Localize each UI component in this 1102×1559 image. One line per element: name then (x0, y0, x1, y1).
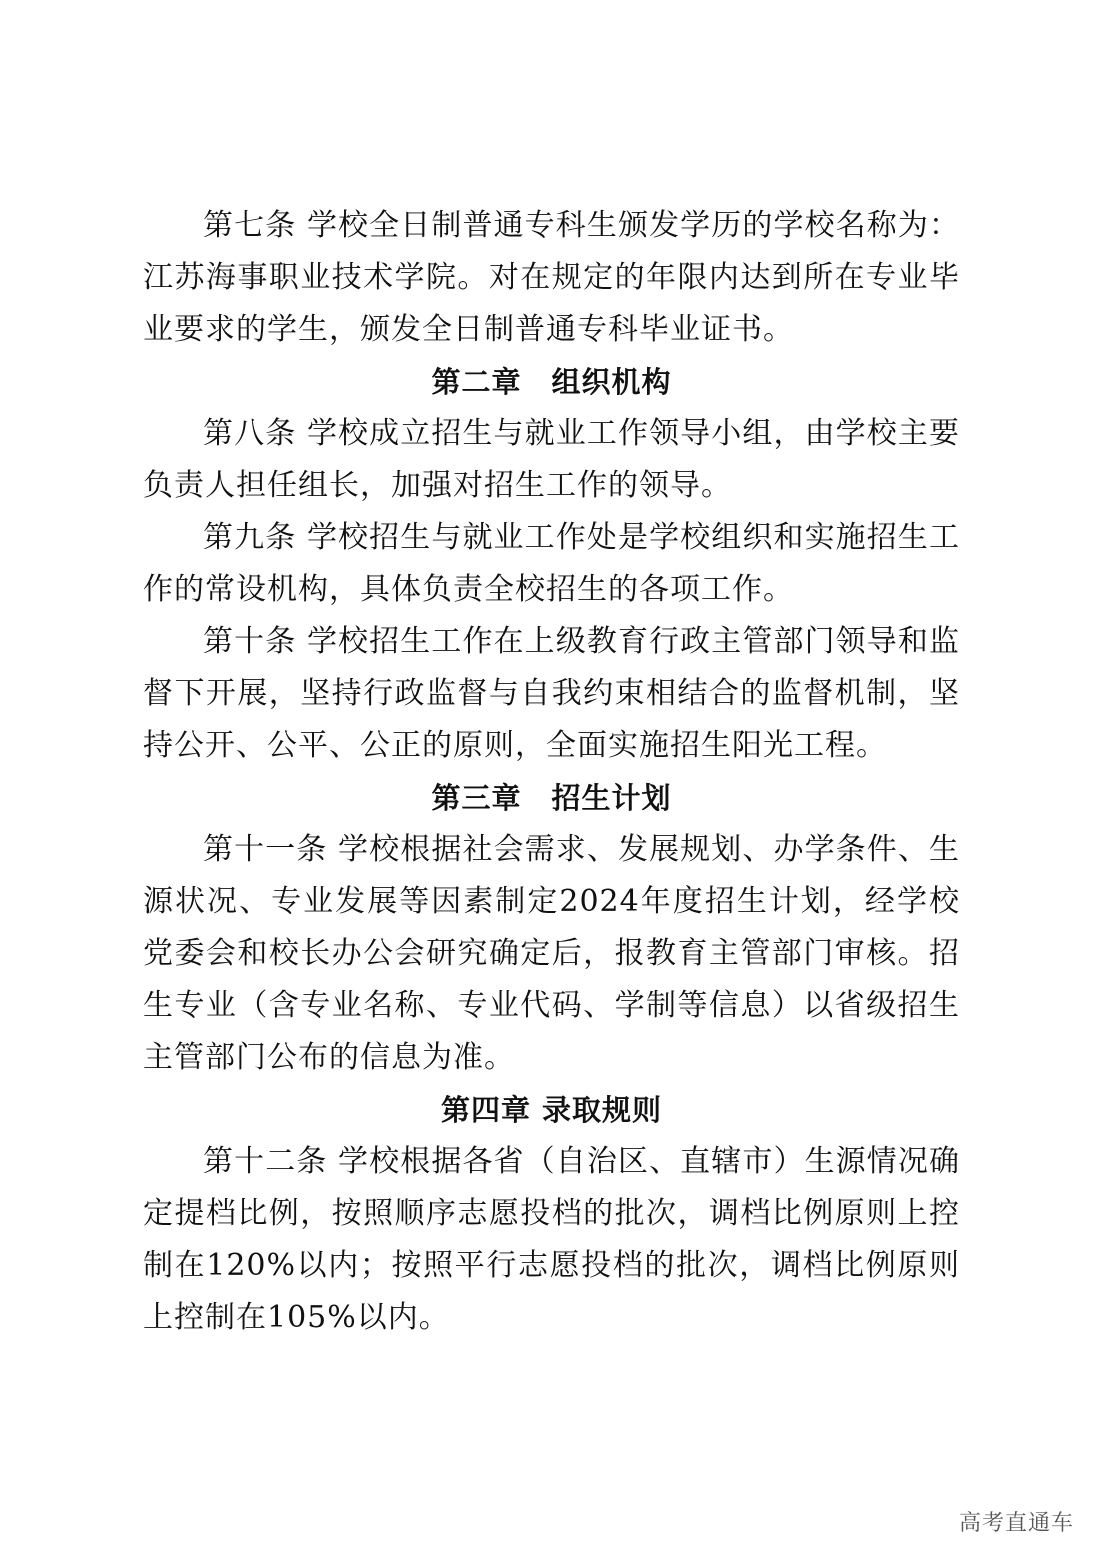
document-body (143, 200, 960, 1344)
article-8: 第八条 学校成立招生与就业工作领导小组，由学校主要负责人担任组长，加强对招生工作的领导。 (143, 416, 960, 503)
chapter-2-heading: 第二章 组织机构 (431, 365, 672, 399)
chapter-4-heading: 第四章 录取规则 (440, 1093, 663, 1127)
article-7: 第七条 学校全日制普通专科生颁发学历的学校名称为：江苏海事职业技术学院。对在规定的年限内达到所在专业毕业要求的学生，颁发全日制普通专科毕业证书。 (143, 208, 960, 347)
article-12: 第十二条 学校根据各省（自治区、直辖市）生源情况确定提档比例，按照顺序志愿投档的批次，调档比例原则上控制在120%以内；按照平行志愿投档的批次，调档比例原则上控制在105%以内。 (143, 1144, 960, 1335)
article-10: 第十条 学校招生工作在上级教育行政主管部门领导和监督下开展，坚持行政监督与自我约束相结合的监督机制，坚持公开、公平、公正的原则，全面实施招生阳光工程。 (143, 624, 960, 763)
watermark-text: 高考直通车 (958, 1511, 1074, 1536)
chapter-3-heading: 第三章 招生计划 (431, 781, 672, 815)
article-11: 第十一条 学校根据社会需求、发展规划、办学条件、生源状况、专业发展等因素制定2024年度招生计划，经学校党委会和校长办公会研究确定后，报教育主管部门审核。招生专业（含专业名称、专业代码、学制等信息）以省级招生主管部门公布的信息为准。 (143, 832, 960, 1075)
article-9: 第九条 学校招生与就业工作处是学校组织和实施招生工作的常设机构，具体负责全校招生的各项工作。 (143, 520, 960, 607)
